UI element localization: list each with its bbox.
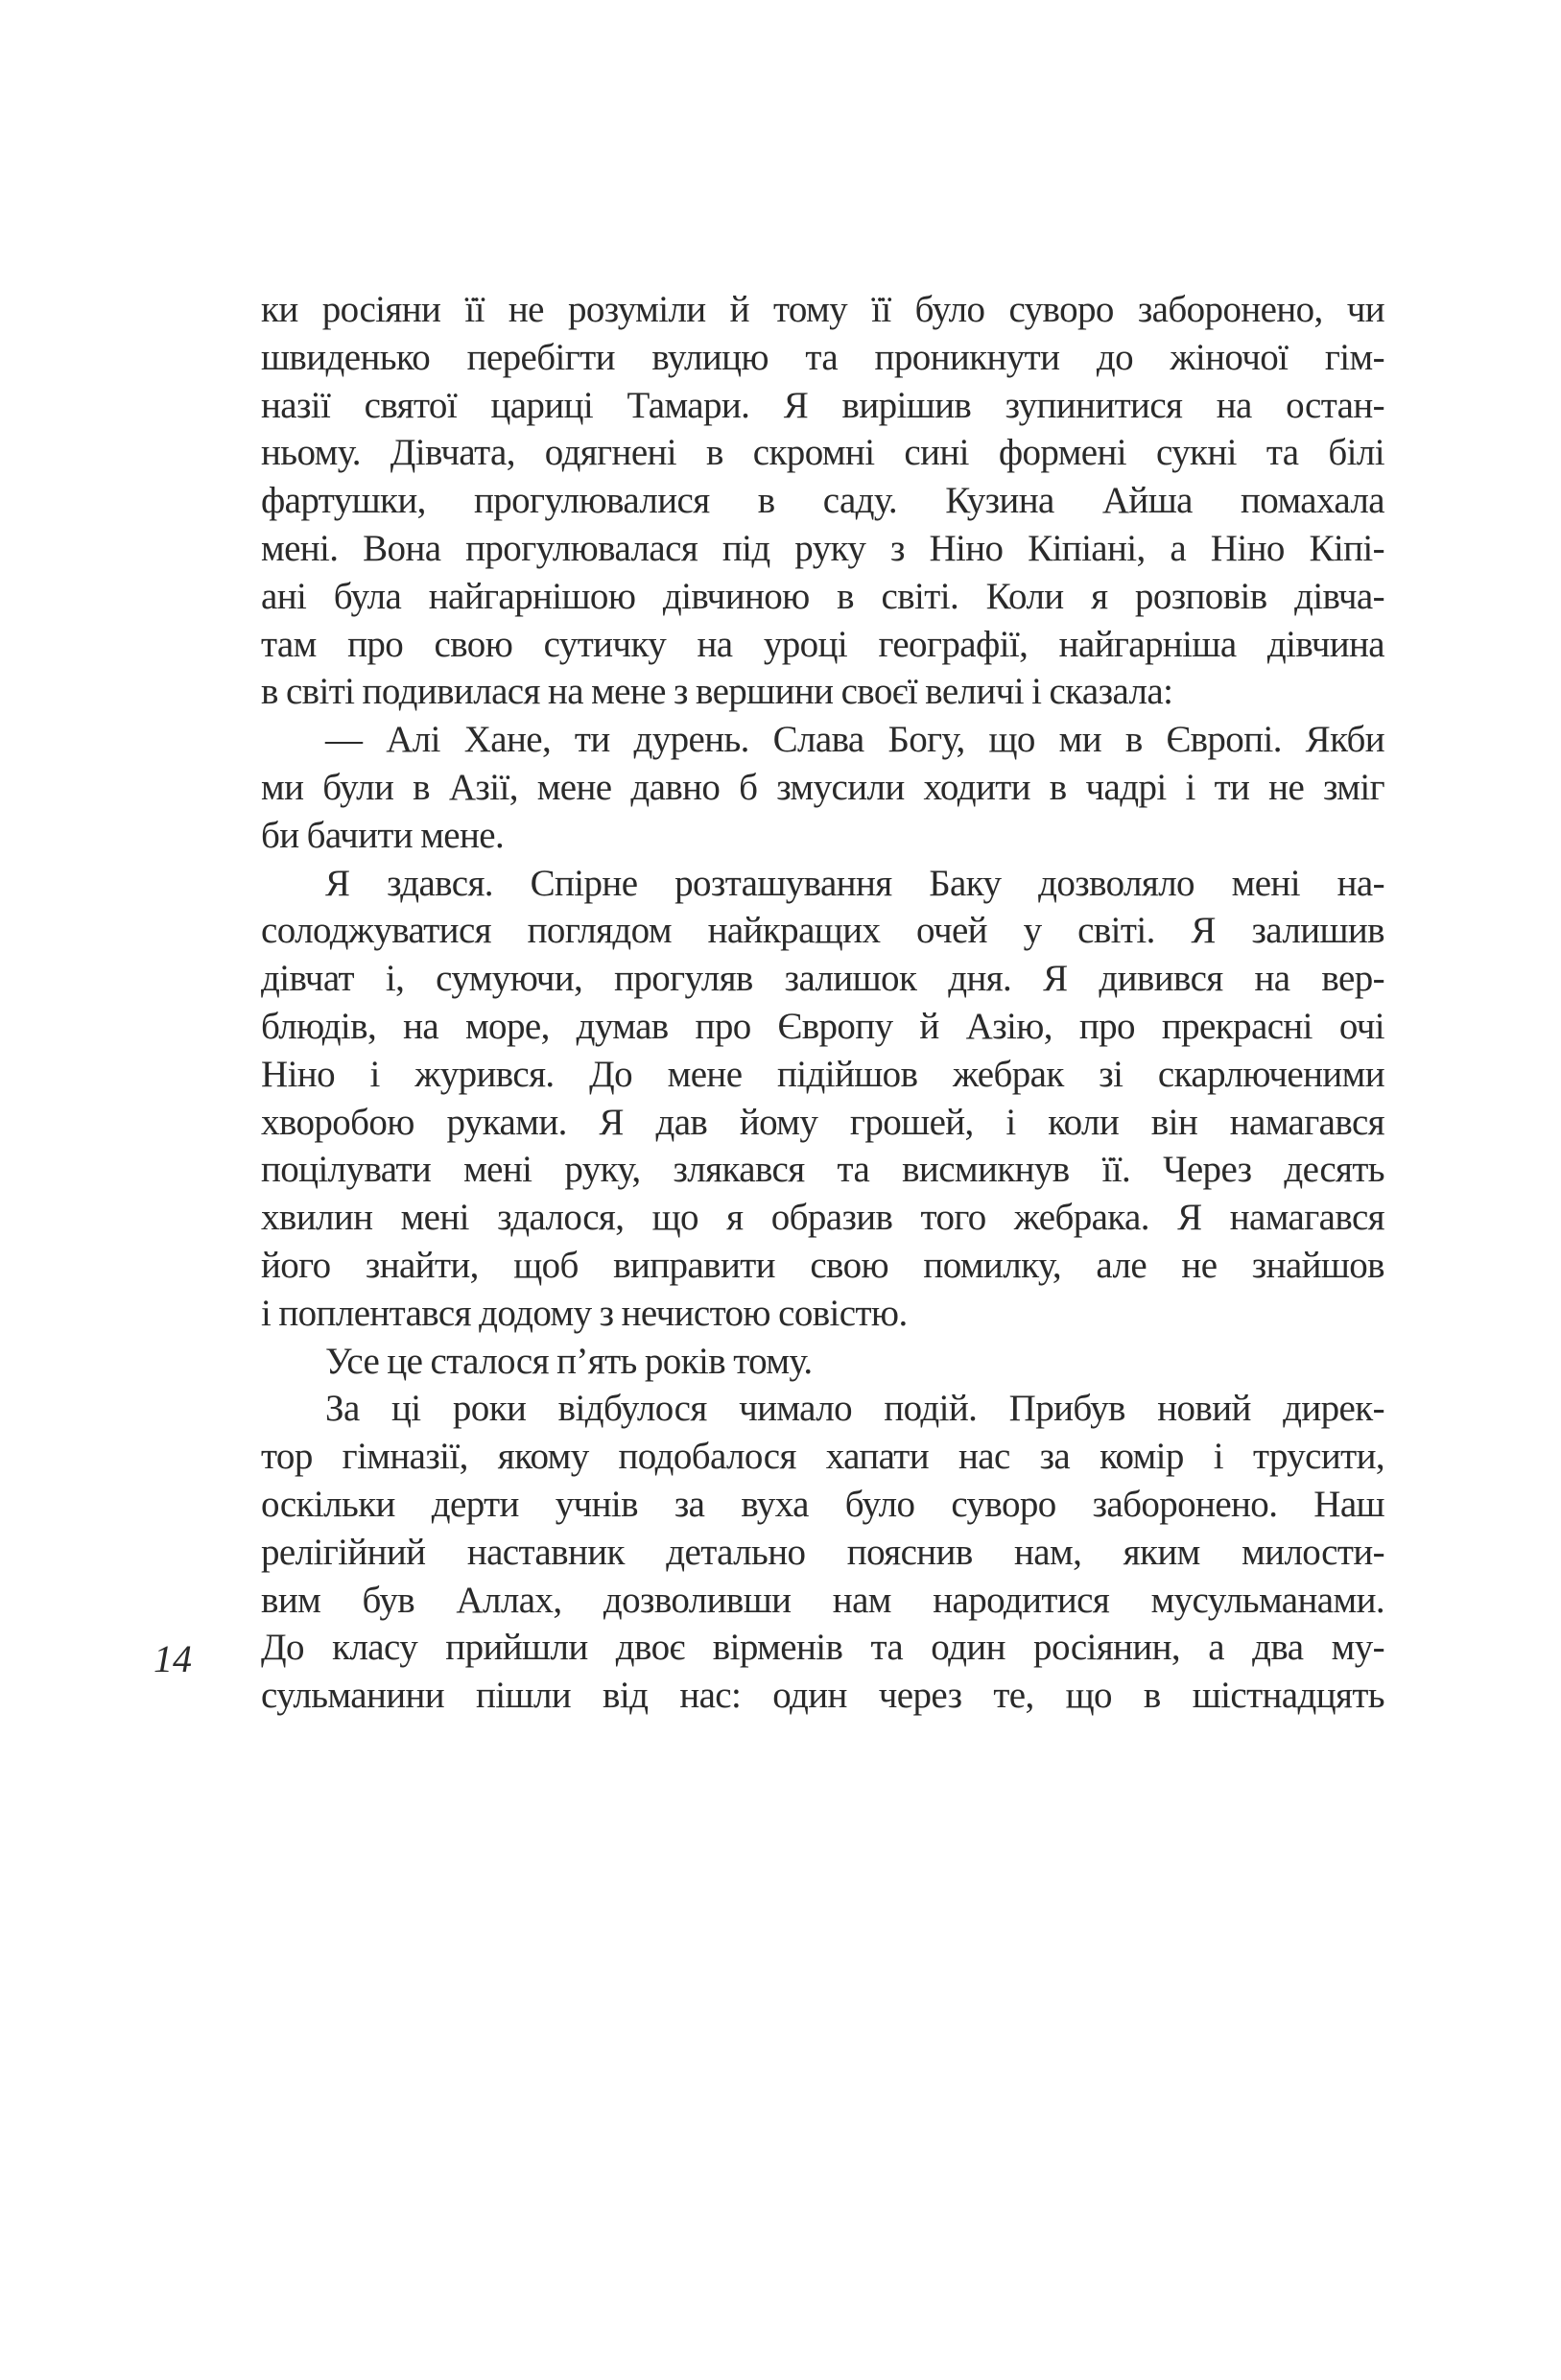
text-line: Ніно і журився. До мене підійшов жебрак зі скарлюченими (261, 1053, 1384, 1095)
text-line: і поплентався додому з нечистою совістю. (261, 1292, 908, 1334)
text-line: хворобою руками. Я дав йому грошей, і коли він намагався (261, 1101, 1384, 1143)
text-line: там про свою сутичку на уроці географії, найгарніша дівчина (261, 623, 1384, 665)
text-line: оскільки дерти учнів за вуха було суворо заборонено. Наш (261, 1483, 1384, 1525)
text-line: Усе це сталося п’ять років тому. (325, 1340, 813, 1382)
text-line: ки росіяни її не розуміли й тому її було суворо заборонено, чи (261, 289, 1384, 330)
text-line: солоджуватися поглядом найкращих очей у світі. Я залишив (261, 910, 1384, 952)
text-line: — Алі Хане, ти дурень. Слава Богу, що ми в Європі. Якби (325, 719, 1384, 761)
text-line: хвилин мені здалося, що я образив того жебрака. Я намагався (261, 1197, 1384, 1239)
text-line: релігійний наставник детально пояснив нам, яким милости- (261, 1531, 1384, 1573)
text-line: дівчат і, сумуючи, прогуляв залишок дня. Я дивився на вер- (261, 958, 1384, 1000)
text-line: вим був Аллах, дозволивши нам народитися мусульманами. (261, 1579, 1384, 1621)
text-line: До класу прийшли двоє вірменів та один росіянин, а два му- (261, 1627, 1384, 1669)
text-line: фартушки, прогулювалися в саду. Кузина Айша помахала (261, 480, 1384, 522)
text-line: блюдів, на море, думав про Європу й Азію, про прекрасні очі (261, 1005, 1384, 1047)
body-text (261, 286, 1384, 1720)
text-line: швиденько перебігти вулицю та проникнути до жіночої гім- (261, 336, 1384, 378)
text-line: ми були в Азії, мене давно б змусили ходити в чадрі і ти не зміг (261, 766, 1384, 808)
text-line: би бачити мене. (261, 814, 505, 856)
page-number: 14 (154, 1637, 192, 1680)
text-line: поцілувати мені руку, злякався та висмикнув її. Через десять (261, 1149, 1384, 1191)
text-line: його знайти, щоб виправити свою помилку, але не знайшов (261, 1244, 1384, 1286)
text-line: ньому. Дівчата, одягнені в скромні сині формені сукні та білі (261, 432, 1384, 474)
text-line: тор гімназії, якому подобалося хапати нас за комір і трусити, (261, 1436, 1384, 1478)
text-line: сульманини пішли від нас: один через те, що в шістнадцять (261, 1675, 1384, 1717)
text-line: мені. Вона прогулювалася під руку з Ніно Кіпіані, а Ніно Кіпі- (261, 527, 1384, 569)
text-line: в світі подивилася на мене з вершини своєї величі і сказала: (261, 671, 1173, 713)
text-line: назії святої цариці Тамари. Я вирішив зупинитися на остан- (261, 384, 1384, 426)
text-line: Я здався. Спірне розташування Баку дозволяло мені на- (325, 862, 1384, 904)
text-line: ані була найгарнішою дівчиною в світі. Коли я розповів дівча- (261, 575, 1384, 617)
text-line: За ці роки відбулося чимало подій. Прибув новий дирек- (325, 1388, 1384, 1430)
